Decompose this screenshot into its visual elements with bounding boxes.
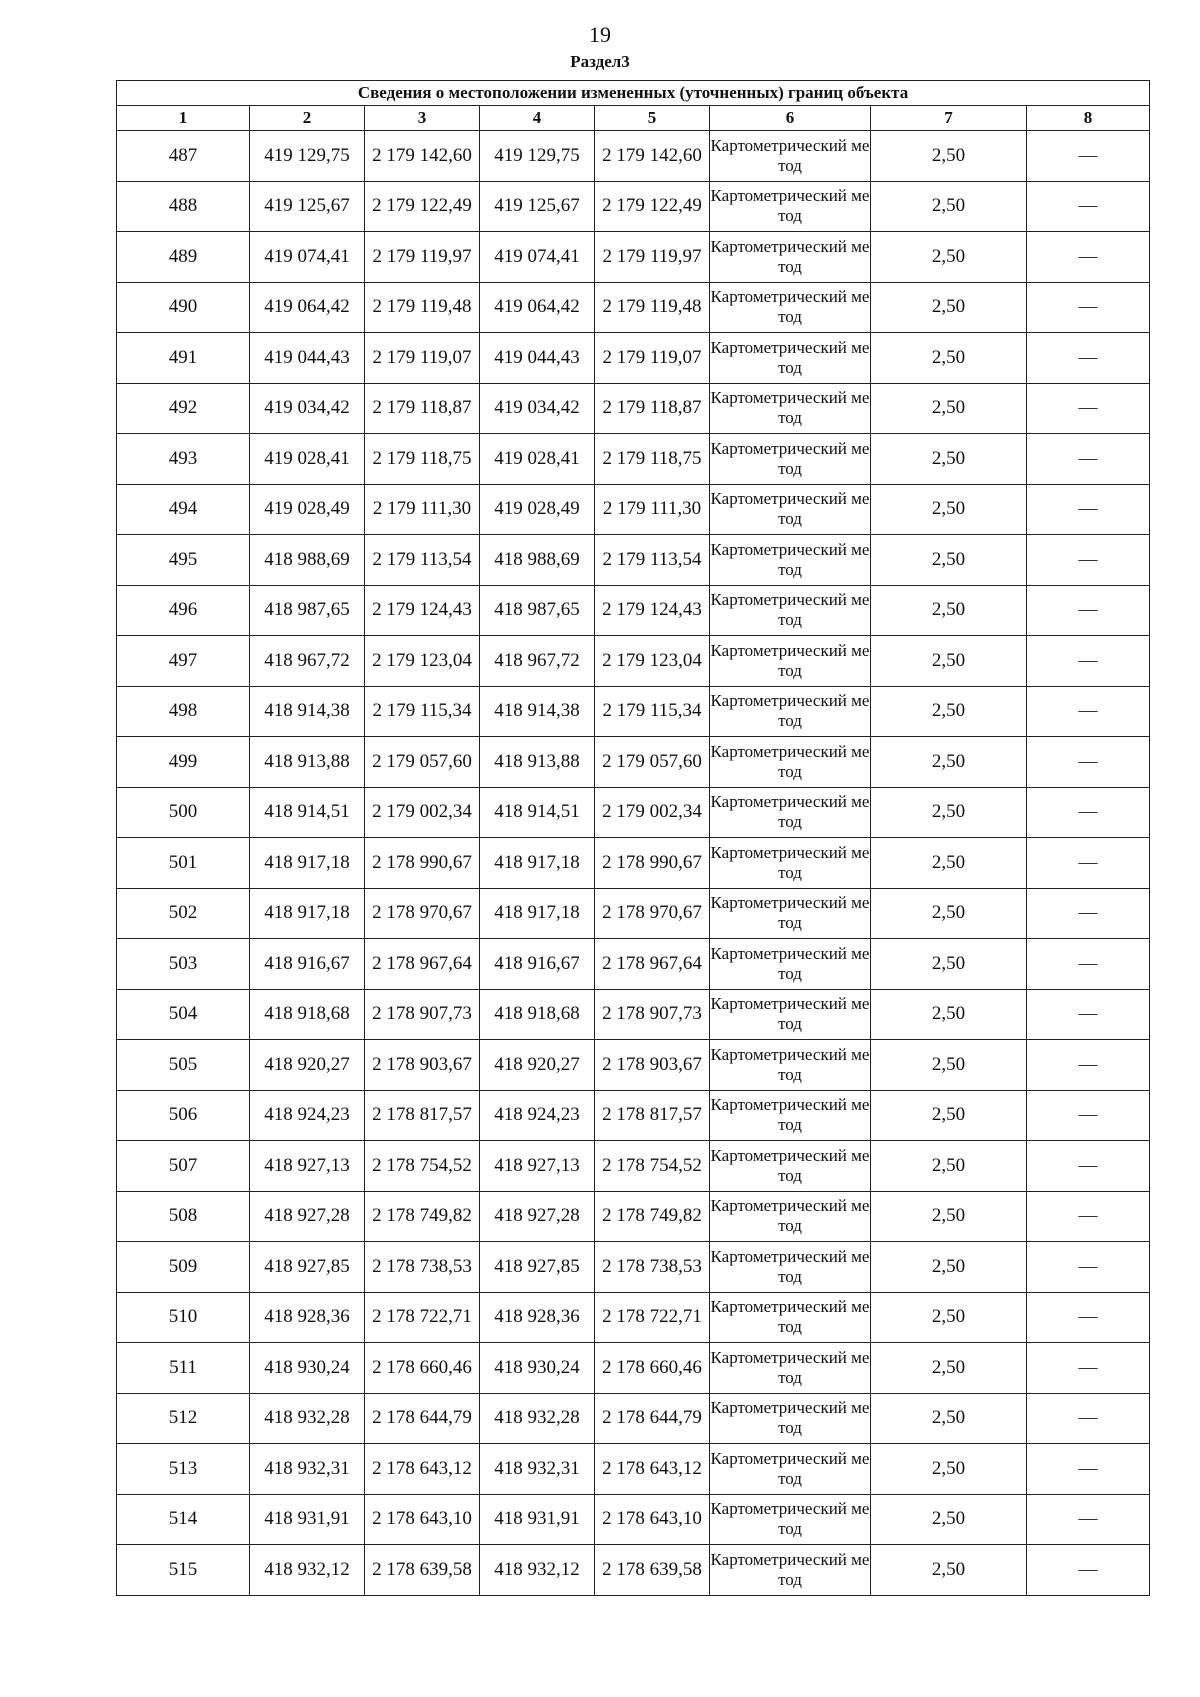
table-cell-col-8: — — [1027, 1393, 1150, 1444]
table-cell-col-6: Картометрический метод — [710, 787, 871, 838]
table-cell-col-2: 418 914,51 — [250, 787, 365, 838]
table-cell-col-1: 500 — [117, 787, 250, 838]
column-number-1: 1 — [117, 106, 250, 131]
table-row — [117, 1242, 1150, 1293]
table-cell-col-2: 418 988,69 — [250, 535, 365, 586]
table-cell-col-3: 2 178 722,71 — [365, 1292, 480, 1343]
table-cell-col-1: 495 — [117, 535, 250, 586]
table-cell-col-4: 418 917,18 — [480, 838, 595, 889]
table-cell-col-5: 2 178 970,67 — [595, 888, 710, 939]
table-row — [117, 434, 1150, 485]
table-cell-col-1: 498 — [117, 686, 250, 737]
table-cell-col-7: 2,50 — [871, 1090, 1027, 1141]
table-cell-col-6: Картометрический метод — [710, 737, 871, 788]
table-cell-col-5: 2 179 057,60 — [595, 737, 710, 788]
table-cell-col-6: Картометрический метод — [710, 535, 871, 586]
table-row — [117, 383, 1150, 434]
table-cell-col-5: 2 179 122,49 — [595, 181, 710, 232]
table-row — [117, 535, 1150, 586]
table-cell-col-7: 2,50 — [871, 434, 1027, 485]
table-caption: Сведения о местоположении измененных (уточненных) границ объекта — [117, 81, 1150, 106]
table-cell-col-8: — — [1027, 737, 1150, 788]
table-cell-col-2: 419 028,49 — [250, 484, 365, 535]
table-cell-col-4: 418 988,69 — [480, 535, 595, 586]
table-cell-col-2: 419 044,43 — [250, 333, 365, 384]
table-cell-col-1: 496 — [117, 585, 250, 636]
table-row — [117, 1292, 1150, 1343]
table-cell-col-6: Картометрический метод — [710, 1545, 871, 1596]
table-cell-col-4: 419 064,42 — [480, 282, 595, 333]
table-row — [117, 1343, 1150, 1394]
table-cell-col-2: 419 064,42 — [250, 282, 365, 333]
table-row — [117, 737, 1150, 788]
table-cell-col-6: Картометрический метод — [710, 1090, 871, 1141]
table-cell-col-3: 2 178 817,57 — [365, 1090, 480, 1141]
table-cell-col-8: — — [1027, 131, 1150, 182]
table-cell-col-8: — — [1027, 535, 1150, 586]
table-cell-col-4: 418 913,88 — [480, 737, 595, 788]
table-cell-col-2: 418 927,13 — [250, 1141, 365, 1192]
table-cell-col-8: — — [1027, 1090, 1150, 1141]
table-cell-col-7: 2,50 — [871, 585, 1027, 636]
table-cell-col-7: 2,50 — [871, 787, 1027, 838]
table-cell-col-4: 419 028,41 — [480, 434, 595, 485]
table-cell-col-1: 488 — [117, 181, 250, 232]
table-cell-col-6: Картометрический метод — [710, 383, 871, 434]
table-row — [117, 1141, 1150, 1192]
table-cell-col-5: 2 179 118,75 — [595, 434, 710, 485]
table-cell-col-8: — — [1027, 1444, 1150, 1495]
table-cell-col-6: Картометрический метод — [710, 1444, 871, 1495]
column-number-4: 4 — [480, 106, 595, 131]
table-cell-col-7: 2,50 — [871, 232, 1027, 283]
table-cell-col-7: 2,50 — [871, 1242, 1027, 1293]
table-cell-col-5: 2 179 123,04 — [595, 636, 710, 687]
table-cell-col-2: 419 074,41 — [250, 232, 365, 283]
table-row — [117, 333, 1150, 384]
table-cell-col-5: 2 179 115,34 — [595, 686, 710, 737]
table-cell-col-5: 2 178 643,10 — [595, 1494, 710, 1545]
table-cell-col-1: 511 — [117, 1343, 250, 1394]
table-cell-col-8: — — [1027, 989, 1150, 1040]
table-cell-col-2: 418 932,31 — [250, 1444, 365, 1495]
table-cell-col-3: 2 179 113,54 — [365, 535, 480, 586]
table-cell-col-6: Картометрический метод — [710, 282, 871, 333]
table-cell-col-5: 2 178 749,82 — [595, 1191, 710, 1242]
table-cell-col-4: 418 987,65 — [480, 585, 595, 636]
table-cell-col-3: 2 178 660,46 — [365, 1343, 480, 1394]
table-cell-col-3: 2 178 738,53 — [365, 1242, 480, 1293]
table-row — [117, 585, 1150, 636]
table-cell-col-5: 2 179 119,07 — [595, 333, 710, 384]
table-cell-col-8: — — [1027, 1343, 1150, 1394]
table-cell-col-5: 2 178 817,57 — [595, 1090, 710, 1141]
table-cell-col-1: 490 — [117, 282, 250, 333]
table-cell-col-6: Картометрический метод — [710, 1242, 871, 1293]
table-cell-col-6: Картометрический метод — [710, 686, 871, 737]
table-cell-col-7: 2,50 — [871, 484, 1027, 535]
table-cell-col-5: 2 178 907,73 — [595, 989, 710, 1040]
table-cell-col-7: 2,50 — [871, 1191, 1027, 1242]
table-cell-col-4: 418 967,72 — [480, 636, 595, 687]
table-cell-col-3: 2 178 643,12 — [365, 1444, 480, 1495]
table-cell-col-7: 2,50 — [871, 1444, 1027, 1495]
table-cell-col-1: 489 — [117, 232, 250, 283]
column-number-row — [117, 106, 1150, 131]
table-cell-col-3: 2 179 118,75 — [365, 434, 480, 485]
table-cell-col-2: 418 967,72 — [250, 636, 365, 687]
table-cell-col-8: — — [1027, 1040, 1150, 1091]
table-cell-col-4: 418 928,36 — [480, 1292, 595, 1343]
table-cell-col-5: 2 178 644,79 — [595, 1393, 710, 1444]
column-number-7: 7 — [871, 106, 1027, 131]
table-cell-col-4: 418 931,91 — [480, 1494, 595, 1545]
table-cell-col-5: 2 179 124,43 — [595, 585, 710, 636]
table-cell-col-1: 514 — [117, 1494, 250, 1545]
table-cell-col-3: 2 179 002,34 — [365, 787, 480, 838]
table-cell-col-1: 499 — [117, 737, 250, 788]
table-cell-col-5: 2 179 142,60 — [595, 131, 710, 182]
table-cell-col-5: 2 179 118,87 — [595, 383, 710, 434]
table-cell-col-5: 2 179 111,30 — [595, 484, 710, 535]
table-cell-col-4: 418 914,51 — [480, 787, 595, 838]
coordinates-table — [116, 80, 1150, 1596]
table-row — [117, 1090, 1150, 1141]
column-number-8: 8 — [1027, 106, 1150, 131]
table-cell-col-7: 2,50 — [871, 131, 1027, 182]
table-cell-col-3: 2 179 123,04 — [365, 636, 480, 687]
table-cell-col-4: 419 034,42 — [480, 383, 595, 434]
table-cell-col-3: 2 178 990,67 — [365, 838, 480, 889]
table-cell-col-7: 2,50 — [871, 737, 1027, 788]
table-row — [117, 838, 1150, 889]
table-cell-col-8: — — [1027, 333, 1150, 384]
table-cell-col-8: — — [1027, 838, 1150, 889]
table-cell-col-3: 2 178 644,79 — [365, 1393, 480, 1444]
table-cell-col-1: 513 — [117, 1444, 250, 1495]
table-cell-col-8: — — [1027, 434, 1150, 485]
table-cell-col-8: — — [1027, 1141, 1150, 1192]
table-cell-col-6: Картометрический метод — [710, 484, 871, 535]
page-number: 19 — [589, 22, 611, 47]
table-caption-row — [117, 81, 1150, 106]
table-cell-col-2: 419 034,42 — [250, 383, 365, 434]
table-cell-col-4: 418 932,31 — [480, 1444, 595, 1495]
table-cell-col-5: 2 178 754,52 — [595, 1141, 710, 1192]
table-cell-col-7: 2,50 — [871, 282, 1027, 333]
table-cell-col-6: Картометрический метод — [710, 636, 871, 687]
table-cell-col-6: Картометрический метод — [710, 434, 871, 485]
table-cell-col-8: — — [1027, 282, 1150, 333]
table-cell-col-4: 418 932,28 — [480, 1393, 595, 1444]
column-number-3: 3 — [365, 106, 480, 131]
table-cell-col-4: 419 044,43 — [480, 333, 595, 384]
table-cell-col-1: 502 — [117, 888, 250, 939]
table-cell-col-2: 419 125,67 — [250, 181, 365, 232]
table-cell-col-5: 2 179 119,97 — [595, 232, 710, 283]
table-cell-col-6: Картометрический метод — [710, 888, 871, 939]
table-cell-col-5: 2 179 002,34 — [595, 787, 710, 838]
table-cell-col-7: 2,50 — [871, 383, 1027, 434]
table-cell-col-7: 2,50 — [871, 1393, 1027, 1444]
table-cell-col-6: Картометрический метод — [710, 232, 871, 283]
table-cell-col-2: 418 918,68 — [250, 989, 365, 1040]
table-row — [117, 282, 1150, 333]
table-cell-col-5: 2 178 643,12 — [595, 1444, 710, 1495]
table-row — [117, 1494, 1150, 1545]
table-cell-col-3: 2 178 643,10 — [365, 1494, 480, 1545]
table-cell-col-8: — — [1027, 383, 1150, 434]
table-row — [117, 484, 1150, 535]
table-row — [117, 888, 1150, 939]
table-cell-col-5: 2 178 639,58 — [595, 1545, 710, 1596]
table-cell-col-8: — — [1027, 1292, 1150, 1343]
table-cell-col-1: 512 — [117, 1393, 250, 1444]
table-cell-col-8: — — [1027, 686, 1150, 737]
table-cell-col-8: — — [1027, 181, 1150, 232]
table-cell-col-5: 2 178 738,53 — [595, 1242, 710, 1293]
table-cell-col-2: 418 917,18 — [250, 838, 365, 889]
table-cell-col-4: 418 917,18 — [480, 888, 595, 939]
table-row — [117, 686, 1150, 737]
table-cell-col-2: 418 913,88 — [250, 737, 365, 788]
table-cell-col-4: 419 125,67 — [480, 181, 595, 232]
table-row — [117, 1040, 1150, 1091]
table-cell-col-6: Картометрический метод — [710, 181, 871, 232]
table-cell-col-8: — — [1027, 1494, 1150, 1545]
table-cell-col-8: — — [1027, 1191, 1150, 1242]
table-cell-col-6: Картометрический метод — [710, 1141, 871, 1192]
table-body — [117, 131, 1150, 1596]
table-cell-col-2: 418 931,91 — [250, 1494, 365, 1545]
table-row — [117, 989, 1150, 1040]
table-cell-col-1: 501 — [117, 838, 250, 889]
table-cell-col-8: — — [1027, 636, 1150, 687]
table-cell-col-1: 507 — [117, 1141, 250, 1192]
table-cell-col-1: 492 — [117, 383, 250, 434]
table-cell-col-7: 2,50 — [871, 333, 1027, 384]
table-cell-col-7: 2,50 — [871, 939, 1027, 990]
table-cell-col-3: 2 179 115,34 — [365, 686, 480, 737]
table-cell-col-3: 2 178 903,67 — [365, 1040, 480, 1091]
table-cell-col-4: 418 927,13 — [480, 1141, 595, 1192]
table-row — [117, 1545, 1150, 1596]
table-cell-col-1: 509 — [117, 1242, 250, 1293]
column-number-5: 5 — [595, 106, 710, 131]
table-row — [117, 636, 1150, 687]
table-cell-col-5: 2 179 119,48 — [595, 282, 710, 333]
table-cell-col-4: 418 932,12 — [480, 1545, 595, 1596]
table-cell-col-3: 2 179 119,48 — [365, 282, 480, 333]
table-cell-col-5: 2 178 660,46 — [595, 1343, 710, 1394]
table-cell-col-3: 2 179 111,30 — [365, 484, 480, 535]
table-cell-col-6: Картометрический метод — [710, 1494, 871, 1545]
table-cell-col-6: Картометрический метод — [710, 989, 871, 1040]
table-cell-col-4: 418 920,27 — [480, 1040, 595, 1091]
table-cell-col-1: 504 — [117, 989, 250, 1040]
table-cell-col-3: 2 179 119,97 — [365, 232, 480, 283]
table-cell-col-5: 2 179 113,54 — [595, 535, 710, 586]
table-cell-col-6: Картометрический метод — [710, 1292, 871, 1343]
column-number-6: 6 — [710, 106, 871, 131]
table-cell-col-3: 2 178 754,52 — [365, 1141, 480, 1192]
table-cell-col-4: 418 916,67 — [480, 939, 595, 990]
table-cell-col-7: 2,50 — [871, 838, 1027, 889]
table-cell-col-1: 510 — [117, 1292, 250, 1343]
table-cell-col-3: 2 178 970,67 — [365, 888, 480, 939]
table-cell-col-2: 418 917,18 — [250, 888, 365, 939]
table-cell-col-6: Картометрический метод — [710, 1343, 871, 1394]
table-cell-col-4: 418 918,68 — [480, 989, 595, 1040]
column-number-2: 2 — [250, 106, 365, 131]
table-cell-col-4: 418 927,28 — [480, 1191, 595, 1242]
table-cell-col-4: 419 028,49 — [480, 484, 595, 535]
table-cell-col-7: 2,50 — [871, 535, 1027, 586]
table-cell-col-4: 419 074,41 — [480, 232, 595, 283]
table-cell-col-1: 508 — [117, 1191, 250, 1242]
table-row — [117, 1393, 1150, 1444]
table-cell-col-3: 2 179 142,60 — [365, 131, 480, 182]
table-cell-col-3: 2 179 118,87 — [365, 383, 480, 434]
table-cell-col-1: 494 — [117, 484, 250, 535]
table-cell-col-7: 2,50 — [871, 1040, 1027, 1091]
table-cell-col-5: 2 178 722,71 — [595, 1292, 710, 1343]
table-row — [117, 181, 1150, 232]
table-cell-col-6: Картометрический метод — [710, 1191, 871, 1242]
table-cell-col-8: — — [1027, 939, 1150, 990]
table-row — [117, 131, 1150, 182]
table-cell-col-7: 2,50 — [871, 888, 1027, 939]
table-cell-col-1: 505 — [117, 1040, 250, 1091]
table-cell-col-7: 2,50 — [871, 1292, 1027, 1343]
table-row — [117, 232, 1150, 283]
table-cell-col-6: Картометрический метод — [710, 838, 871, 889]
table-cell-col-2: 418 932,12 — [250, 1545, 365, 1596]
table-cell-col-2: 418 927,28 — [250, 1191, 365, 1242]
table-cell-col-2: 418 920,27 — [250, 1040, 365, 1091]
table-cell-col-6: Картометрический метод — [710, 939, 871, 990]
table-row — [117, 1191, 1150, 1242]
table-cell-col-5: 2 178 967,64 — [595, 939, 710, 990]
table-cell-col-7: 2,50 — [871, 1141, 1027, 1192]
table-cell-col-1: 506 — [117, 1090, 250, 1141]
table-cell-col-2: 418 930,24 — [250, 1343, 365, 1394]
table-cell-col-7: 2,50 — [871, 1343, 1027, 1394]
table-cell-col-3: 2 179 057,60 — [365, 737, 480, 788]
table-cell-col-4: 418 924,23 — [480, 1090, 595, 1141]
table-cell-col-2: 419 028,41 — [250, 434, 365, 485]
table-cell-col-2: 418 916,67 — [250, 939, 365, 990]
table-cell-col-7: 2,50 — [871, 181, 1027, 232]
table-cell-col-8: — — [1027, 232, 1150, 283]
table-cell-col-2: 419 129,75 — [250, 131, 365, 182]
table-row — [117, 939, 1150, 990]
table-cell-col-3: 2 179 119,07 — [365, 333, 480, 384]
table-cell-col-4: 418 914,38 — [480, 686, 595, 737]
table-cell-col-8: — — [1027, 1242, 1150, 1293]
table-cell-col-1: 493 — [117, 434, 250, 485]
table-cell-col-2: 418 932,28 — [250, 1393, 365, 1444]
table-cell-col-6: Картометрический метод — [710, 585, 871, 636]
table-cell-col-3: 2 178 907,73 — [365, 989, 480, 1040]
table-cell-col-4: 418 927,85 — [480, 1242, 595, 1293]
table-cell-col-2: 418 928,36 — [250, 1292, 365, 1343]
table-cell-col-4: 419 129,75 — [480, 131, 595, 182]
table-cell-col-7: 2,50 — [871, 989, 1027, 1040]
table-cell-col-1: 503 — [117, 939, 250, 990]
table-cell-col-3: 2 178 967,64 — [365, 939, 480, 990]
table-cell-col-7: 2,50 — [871, 686, 1027, 737]
section-title: Раздел3 — [570, 52, 630, 71]
table-cell-col-8: — — [1027, 484, 1150, 535]
table-cell-col-8: — — [1027, 585, 1150, 636]
table-cell-col-5: 2 178 903,67 — [595, 1040, 710, 1091]
table-cell-col-1: 487 — [117, 131, 250, 182]
table-cell-col-3: 2 179 124,43 — [365, 585, 480, 636]
table-cell-col-2: 418 914,38 — [250, 686, 365, 737]
table-cell-col-6: Картометрический метод — [710, 1393, 871, 1444]
table-cell-col-4: 418 930,24 — [480, 1343, 595, 1394]
table-cell-col-5: 2 178 990,67 — [595, 838, 710, 889]
table-cell-col-1: 515 — [117, 1545, 250, 1596]
table-cell-col-1: 497 — [117, 636, 250, 687]
table-cell-col-2: 418 924,23 — [250, 1090, 365, 1141]
table-cell-col-3: 2 179 122,49 — [365, 181, 480, 232]
table-cell-col-8: — — [1027, 787, 1150, 838]
table-cell-col-8: — — [1027, 1545, 1150, 1596]
table-cell-col-2: 418 987,65 — [250, 585, 365, 636]
table-row — [117, 787, 1150, 838]
table-cell-col-6: Картометрический метод — [710, 1040, 871, 1091]
table-cell-col-1: 491 — [117, 333, 250, 384]
table-cell-col-6: Картометрический метод — [710, 333, 871, 384]
table-row — [117, 1444, 1150, 1495]
table-cell-col-6: Картометрический метод — [710, 131, 871, 182]
table-cell-col-7: 2,50 — [871, 636, 1027, 687]
table-cell-col-7: 2,50 — [871, 1494, 1027, 1545]
table-cell-col-8: — — [1027, 888, 1150, 939]
table-cell-col-7: 2,50 — [871, 1545, 1027, 1596]
table-cell-col-3: 2 178 749,82 — [365, 1191, 480, 1242]
table-cell-col-2: 418 927,85 — [250, 1242, 365, 1293]
table-cell-col-3: 2 178 639,58 — [365, 1545, 480, 1596]
